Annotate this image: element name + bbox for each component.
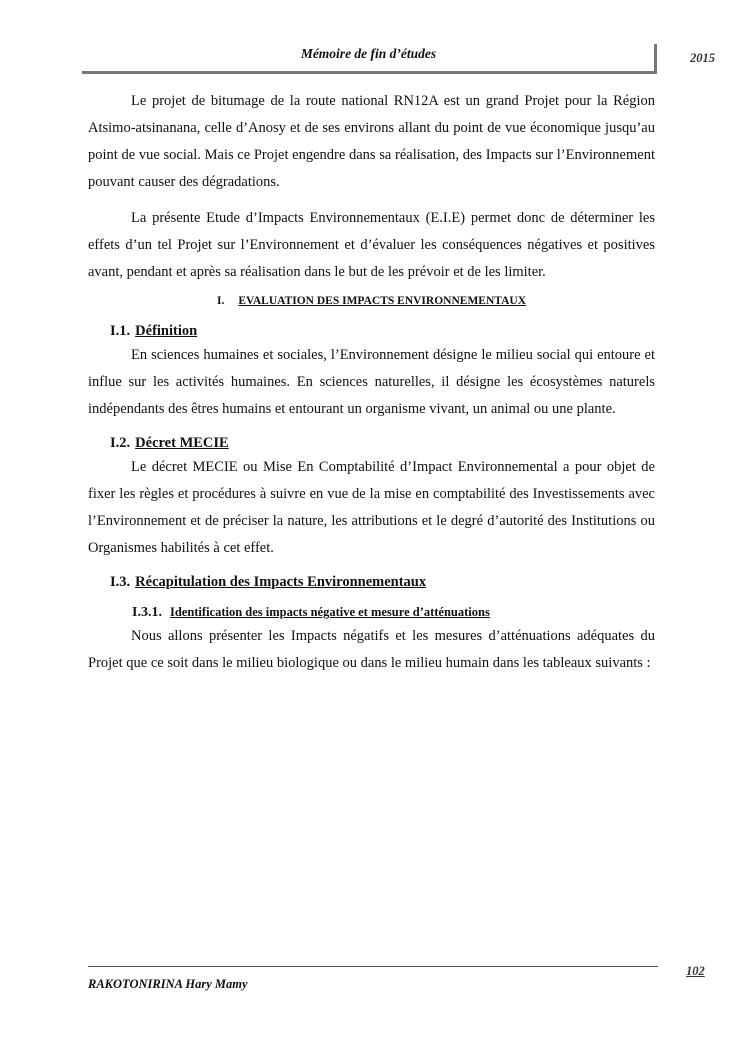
subsection-number: I.3. (110, 574, 131, 590)
definition-paragraph: En sciences humaines et sociales, l’Environnement désigne le milieu social qui entoure et influe sur les activités humaines. En sciences naturelles, il désigne les écosystèmes naturels indépendants des êtres humains et entourant un organisme vivant, un animal ou une plante. (88, 347, 655, 417)
subsubsection-title: Identification des impacts négative et mesure d’atténuations (169, 605, 490, 619)
identification-paragraph: Nous allons présenter les Impacts négatifs et les mesures d’atténuations adéquates du Projet que ce soit dans le milieu biologique ou dans le milieu humain dans les tableaux suivants : (88, 628, 655, 671)
header-rule (82, 71, 654, 74)
subsection-heading-definition (110, 320, 655, 342)
intro-paragraph-2: La présente Etude d’Impacts Environnementaux (E.I.E) permet donc de déterminer les effets d’un tel Projet sur l’Environnement et d’évaluer les conséquences négatives et positives avant, pendant et après sa réalisation dans le but de les prévoir et de les limiter. (88, 210, 655, 280)
footer-author: RAKOTONIRINA Hary Mamy (88, 977, 248, 991)
footer-rule (88, 966, 658, 967)
subsubsection-number: I.3.1. (132, 605, 162, 620)
intro-paragraph-1: Le projet de bitumage de la route national RN12A est un grand Projet pour la Région Atsimo-atsinanana, celle d’Anosy et de ses environs allant du point de vue économique jusqu’au point de vue social. Mais ce Projet engendre dans sa réalisation, des Impacts sur l’Environnement pouvant causer des dégradations. (88, 93, 655, 190)
section-number: I. (217, 295, 225, 307)
subsection-title: Définition (135, 323, 198, 339)
subsection-number: I.1. (110, 323, 131, 339)
subsection-number: I.2. (110, 435, 131, 451)
subsection-title: Récapitulation des Impacts Environnementaux (135, 574, 427, 590)
section-heading (88, 288, 655, 314)
section-title: EVALUATION DES IMPACTS ENVIRONNEMENTAUX (238, 295, 526, 307)
subsection-heading-recapitulation (110, 571, 655, 593)
header-separator-bar (654, 44, 657, 74)
subsubsection-heading (132, 602, 655, 623)
header-year: 2015 (690, 51, 715, 65)
subsection-heading-decret (110, 432, 655, 454)
page-body (88, 88, 655, 677)
subsection-title: Décret MECIE (135, 435, 229, 451)
running-header-title: Mémoire de fin d’études (300, 46, 437, 61)
decret-paragraph: Le décret MECIE ou Mise En Comptabilité d’Impact Environnemental a pour objet de fixer les règles et procédures à suivre en vue de la mise en comptabilité des Investissements avec l’Environnement et de préciser la nature, les attributions et le degré d’autorité des Institutions ou Organismes habilités à cet effet. (88, 459, 655, 556)
page-number: 102 (686, 964, 705, 978)
